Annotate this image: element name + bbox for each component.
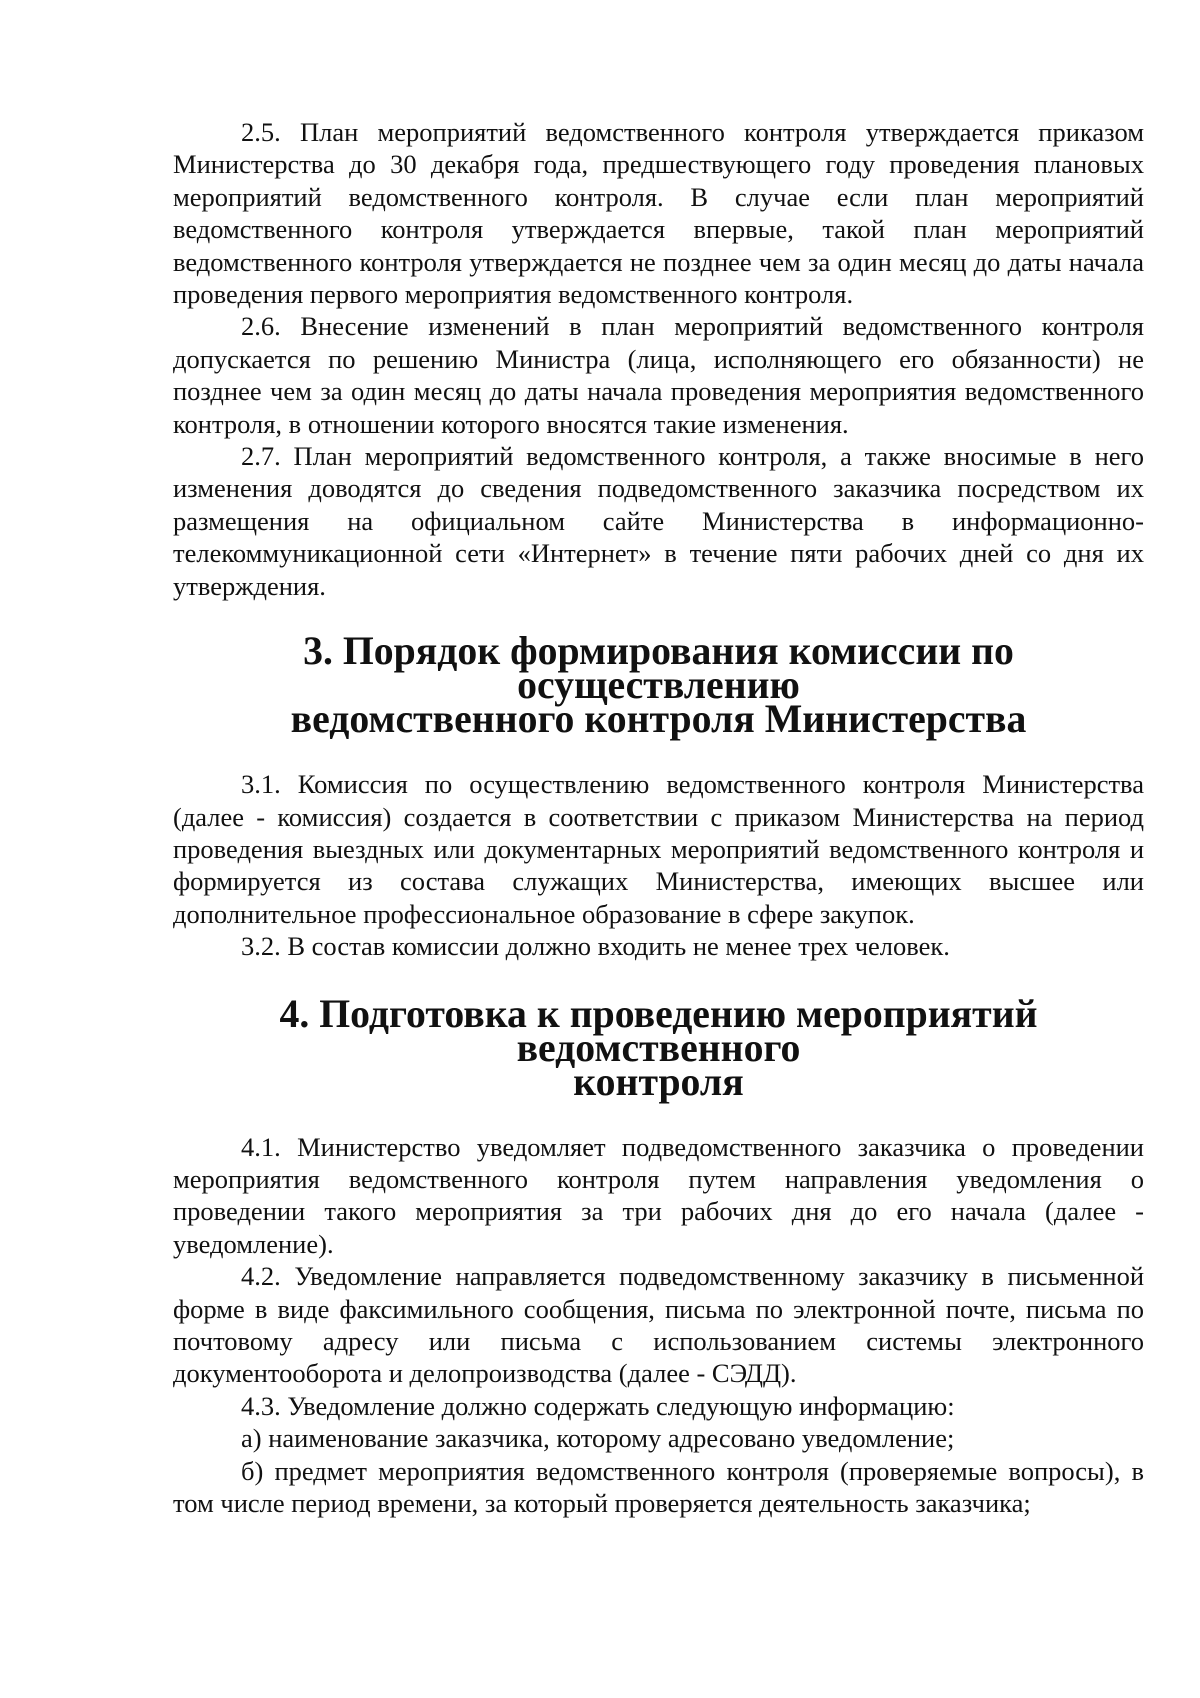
- section-3-heading: [173, 629, 1144, 742]
- paragraph-2-6: 2.6. Внесение изменений в план мероприятий ведомственного контроля допускается по решению Министра (лица, исполняющего его обязанности) не позднее чем за один месяц до даты начала проведения мероприятия ведомственного контроля, в отношении которого вносятся такие изменения.: [173, 311, 1144, 439]
- paragraph-2-7: 2.7. План мероприятий ведомственного контроля, а также вносимые в него изменения доводятся до сведения подведомственного заказчика посредством их размещения на официальном сайте Министерства в информационно-телекоммуникационной сети «Интернет» в течение пяти рабочих дней со дня их утверждения.: [173, 441, 1144, 601]
- paragraph-4-1: 4.1. Министерство уведомляет подведомственного заказчика о проведении мероприятия ведомственного контроля путем направления уведомления о проведении такого мероприятия за три рабочих дня до его начала (далее - уведомление).: [173, 1131, 1144, 1259]
- section-4-heading: [173, 991, 1144, 1104]
- paragraph-4-3-a: а) наименование заказчика, которому адресовано уведомление;: [241, 1423, 955, 1454]
- paragraph-4-2: 4.2. Уведомление направляется подведомственному заказчику в письменной форме в виде факсимильного сообщения, письма по электронной почте, письма по почтовому адресу или письма с использованием системы электронного документооборота и делопроизводства (далее - СЭДД).: [173, 1261, 1144, 1389]
- section-4-heading-line-2: контроля: [573, 1059, 744, 1104]
- paragraph-3-1: 3.1. Комиссия по осуществлению ведомственного контроля Министерства (далее - комиссия) создается в соответствии с приказом Министерства на период проведения выездных или документарных мероприятий ведомственного контроля и формируется из состава служащих Министерства, имеющих высшее или дополнительное профессиональное образование в сфере закупок.: [173, 769, 1144, 929]
- section-3-heading-line-1: 3. Порядок формирования комиссии по осуществлению: [303, 629, 1014, 708]
- paragraph-2-5: 2.5. План мероприятий ведомственного контроля утверждается приказом Министерства до 30 декабря года, предшествующего году проведения плановых мероприятий ведомственного контроля. В случае если план мероприятий ведомственного контроля утверждается впервые, такой план мероприятий ведомственного контроля утверждается не позднее чем за один месяц до даты начала проведения первого мероприятия ведомственного контроля.: [173, 117, 1144, 310]
- paragraph-4-3: 4.3. Уведомление должно содержать следующую информацию:: [241, 1390, 955, 1421]
- section-3-heading-line-2: ведомственного контроля Министерства: [290, 697, 1027, 742]
- paragraph-4-3-b: б) предмет мероприятия ведомственного контроля (проверяемые вопросы), в том числе период времени, за который проверяется деятельность заказчика;: [173, 1455, 1144, 1518]
- paragraph-3-2: 3.2. В состав комиссии должно входить не менее трех человек.: [241, 931, 950, 962]
- section-4-heading-line-1: 4. Подготовка к проведению мероприятий ведомственного: [279, 991, 1038, 1070]
